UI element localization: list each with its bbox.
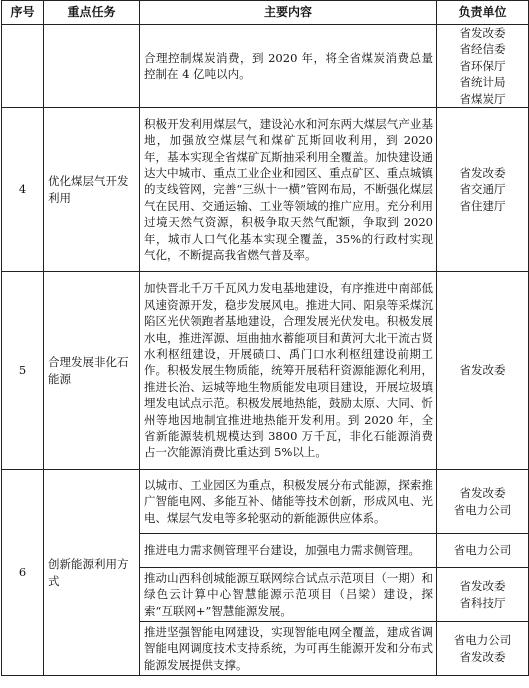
unit-name: 省环保厅 [459, 58, 506, 73]
row-content [140, 534, 437, 568]
unit-name: 省发改委 [459, 579, 506, 594]
row-num: 6 [2, 470, 44, 676]
unit-name: 省发改委 [459, 486, 506, 501]
row-num [2, 25, 44, 108]
content-text: 以城市、工业园区为重点，积极发展分布式能源，探索推广智能电网、多能互补、储能等技术创新，形成风电、光电、煤层气发电等多轮驱动的新能源供应体系。 [144, 477, 433, 525]
row-content [140, 622, 437, 676]
row-content [140, 470, 437, 534]
unit-name: 省煤炭厅 [459, 91, 506, 106]
task-table [1, 0, 529, 676]
row-content [140, 272, 437, 470]
table-row [2, 25, 529, 108]
row-units [437, 108, 529, 272]
content-text: 合理控制煤炭消费，到 2020 年，将全省煤炭消费总量控制在 4 亿吨以内。 [144, 50, 433, 82]
header-content: 主要内容 [140, 1, 437, 25]
row-units [437, 568, 529, 622]
unit-name: 省电力公司 [453, 502, 512, 517]
row-units [437, 272, 529, 470]
row-content [140, 568, 437, 622]
row-units [437, 470, 529, 534]
row-units [437, 25, 529, 108]
unit-name: 省交通厅 [459, 182, 506, 197]
unit-name: 省统计局 [459, 75, 506, 90]
unit-name: 省经信委 [459, 42, 506, 57]
unit-name: 省电力公司 [453, 633, 512, 648]
unit-name: 省发改委 [459, 363, 506, 378]
content-text: 加快晋北千万千瓦风力发电基地建设，有序推进中南部低风速资源开发，稳步发展风电。推进大同、阳泉等采煤沉陷区光伏领跑者基地建设，合理发展光伏发电。积极发展水电，推进浑源、垣曲抽水蓄能项目和黄河大北干流古贤水利枢纽建设，开展碛口、禹门口水利枢纽建设前期工作。积极发展生物质能，统筹开展秸秆资源能源化利用，推进长治、运城等地生物质能发电项目建设，开展垃圾填埋发电试点示范。积极发展地热能，鼓励太原、大同、忻州等地因地制宜推进地热能开发利用。到 2020 年，全省新能源装机规模达到 3800 万千瓦，非化石能源消费占一次能源消费比重达到 5%以上。 [144, 281, 433, 460]
table-row [2, 272, 529, 470]
content-text: 推进坚强智能电网建设，实现智能电网全覆盖，建成省调智能电网调度技术支持系统，为可再生能源开发和分布式能源发展提供支撑。 [144, 624, 433, 672]
content-text: 积极开发利用煤层气，建设沁水和河东两大煤层气产业基地，加强放空煤层气和煤矿瓦斯回收利用，到 2020 年，基本实现全省煤矿瓦斯抽采利用全覆盖。加快建设通达大中城市、重点工业企业和园区、重点矿区、重点城镇的支线管网，完善“三纵十一横”管网布局，不断强化煤层气在民用、交通运输、工业等领域的推广应用。充分利用过境天然气资源，积极争取天然气配额，争取到 2020 年，城市人口气化基本实现全覆盖，35%的行政村实现气化，不断提高我省燃气普及率。 [144, 116, 433, 262]
content-text: 推动山西科创城能源互联网综合试点示范项目（一期）和绿色云计算中心智慧能源示范项目（吕梁）建设，探索“互联网+”智慧能源发展。 [144, 570, 433, 618]
unit-name: 省发改委 [459, 649, 506, 664]
row-units [437, 622, 529, 676]
row-units [437, 534, 529, 568]
unit-name: 省科技厅 [459, 595, 506, 610]
row-content [140, 108, 437, 272]
header-num: 序号 [2, 1, 44, 25]
unit-name: 省发改委 [459, 26, 506, 40]
table-row [2, 108, 529, 272]
row-task [44, 25, 140, 108]
content-text: 推进电力需求侧管理平台建设，加强电力需求侧管理。 [144, 543, 420, 558]
row-task: 优化煤层气开发利用 [44, 108, 140, 272]
header-unit: 负责单位 [437, 1, 529, 25]
unit-name: 省住建厅 [459, 198, 506, 213]
unit-name: 省电力公司 [453, 543, 512, 558]
unit-name: 省发改委 [459, 165, 506, 180]
header-row [2, 1, 529, 25]
table-row [2, 470, 529, 534]
row-task: 创新能源利用方式 [44, 470, 140, 676]
row-num: 4 [2, 108, 44, 272]
row-content [140, 25, 437, 108]
row-num: 5 [2, 272, 44, 470]
header-task: 重点任务 [44, 1, 140, 25]
row-task: 合理发展非化石能源 [44, 272, 140, 470]
